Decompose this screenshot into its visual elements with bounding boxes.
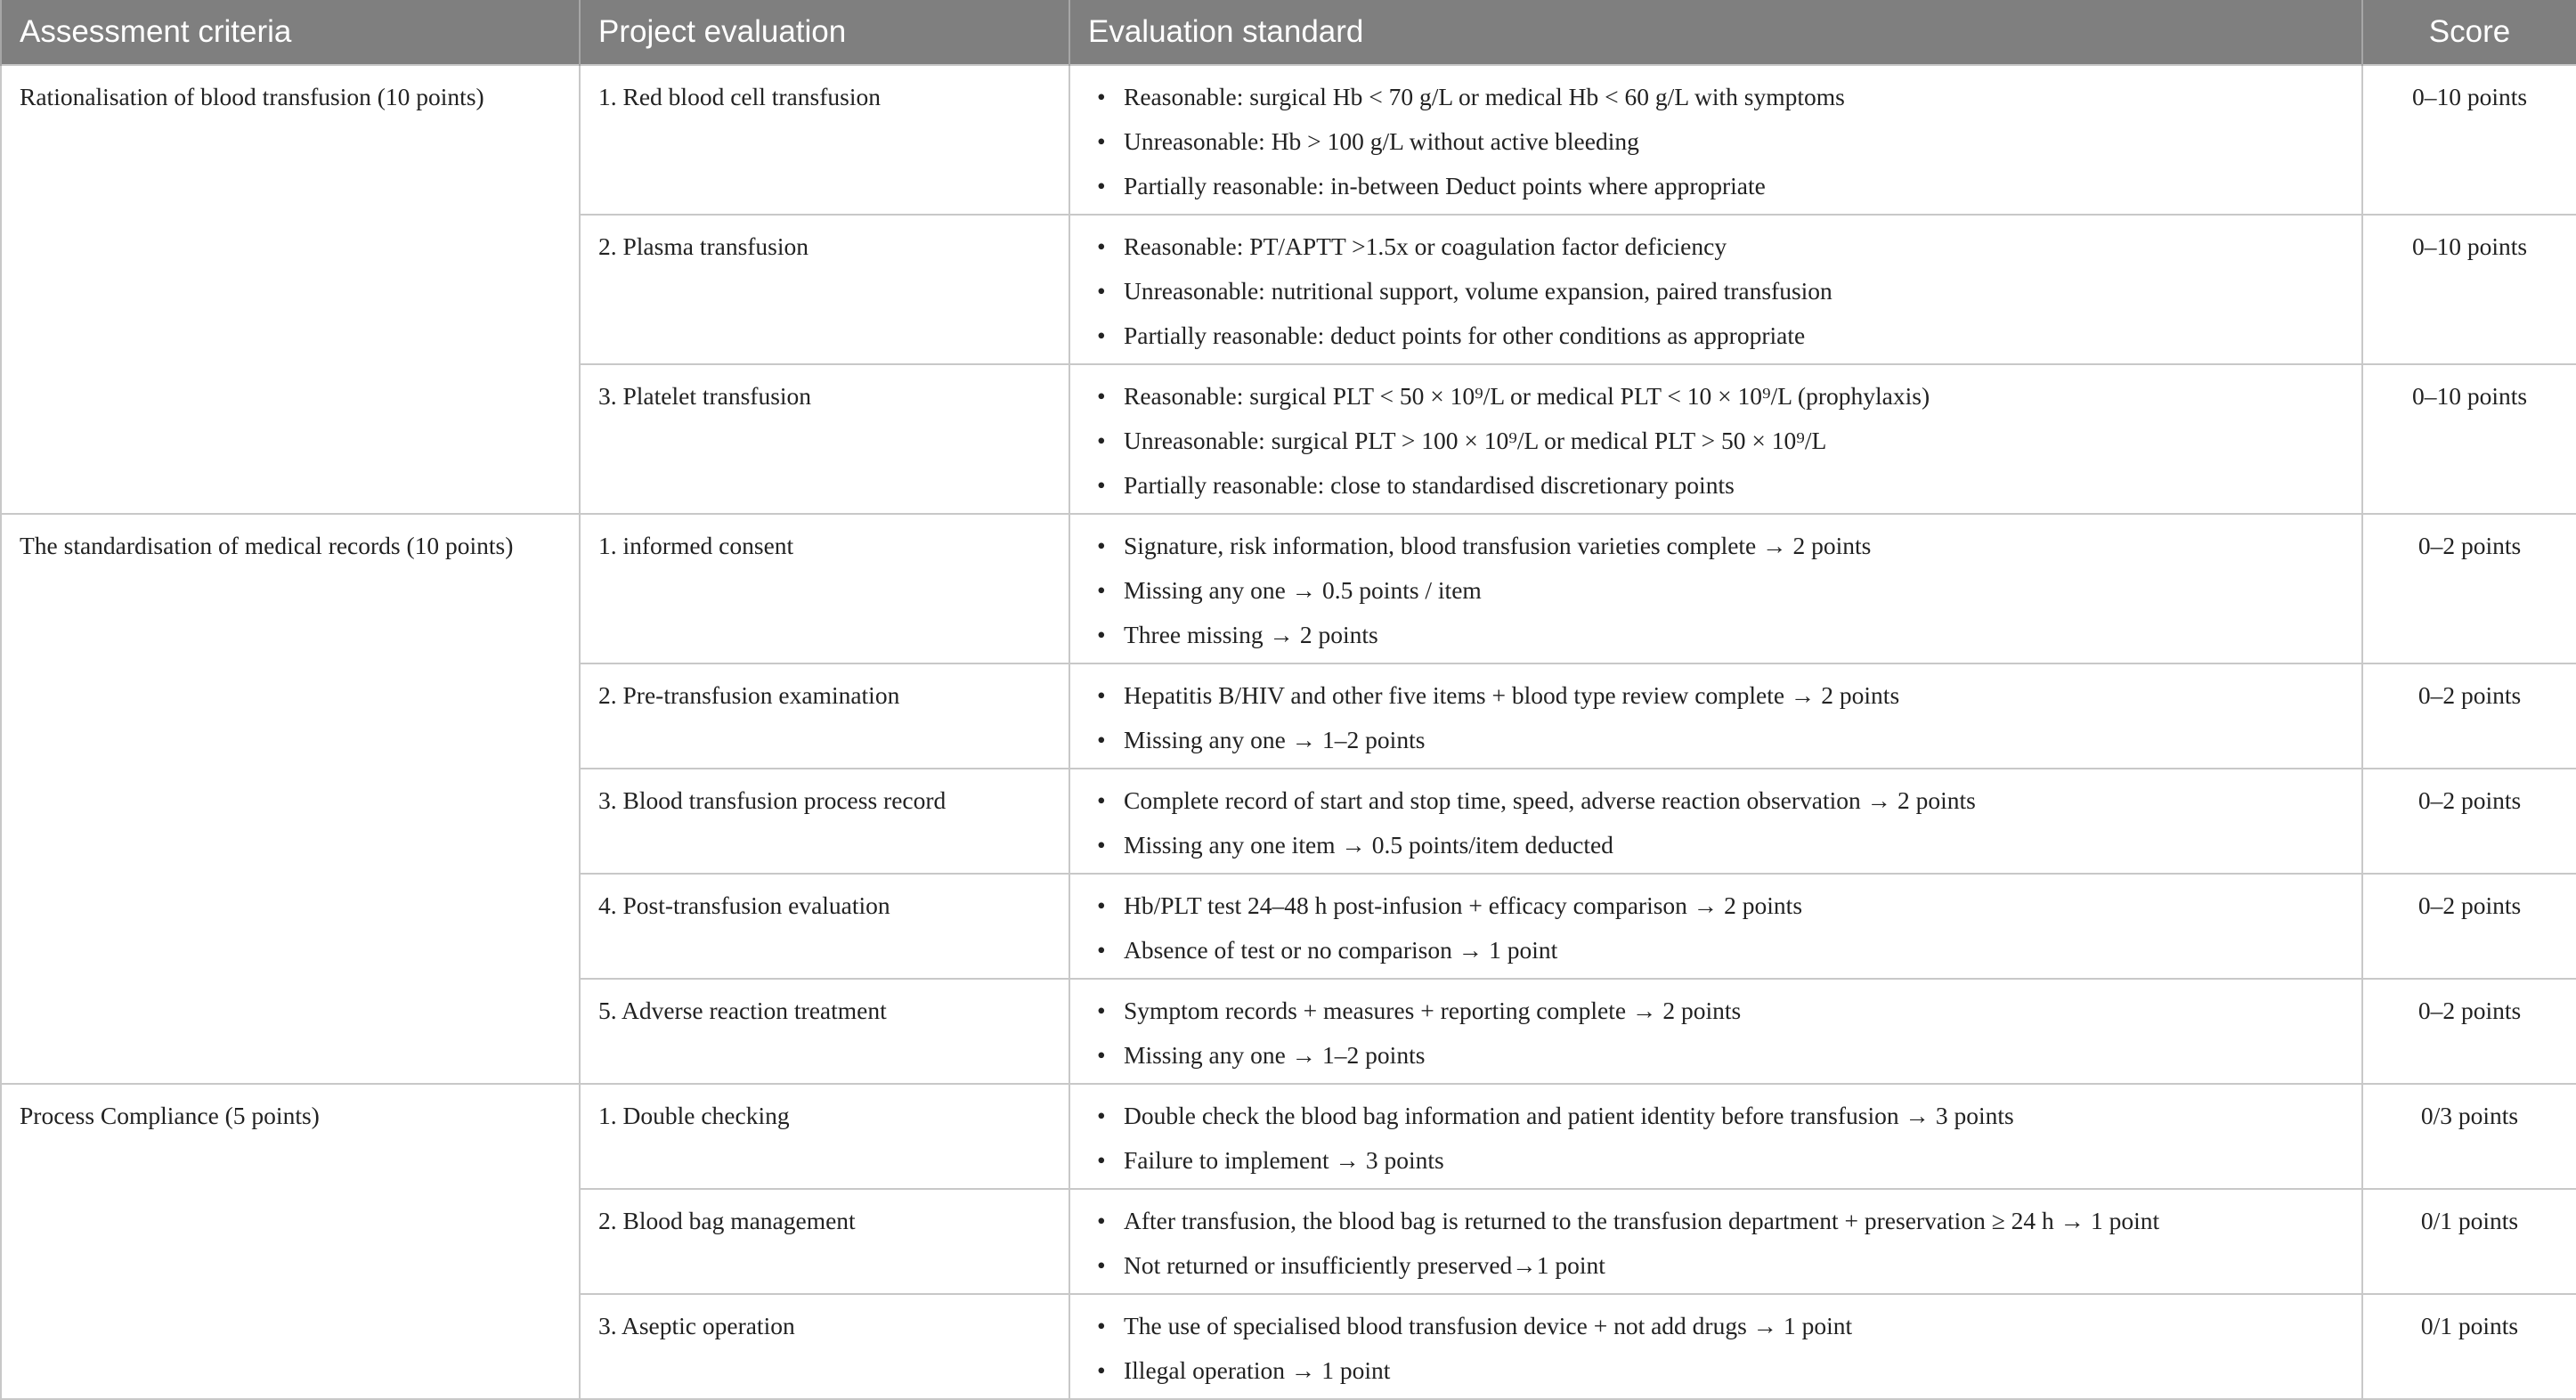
standard-list-item (1097, 224, 2344, 269)
bullet-icon: • (1097, 1041, 1106, 1069)
standard-text: Illegal operation → 1 point (1124, 1356, 1391, 1384)
table-row (1, 514, 2576, 663)
standard-text: Unreasonable: nutritional support, volume expansion, paired transfusion (1124, 277, 1832, 305)
project-cell: 5. Adverse reaction treatment (580, 979, 1069, 1084)
project-cell: 2. Blood bag management (580, 1189, 1069, 1294)
header-row (1, 0, 2576, 65)
header-score: Score (2362, 0, 2576, 65)
standard-list-item (1097, 1199, 2344, 1243)
bullet-icon: • (1097, 891, 1106, 919)
standard-text: Reasonable: surgical Hb < 70 g/L or medical Hb < 60 g/L with symptoms (1124, 83, 1845, 110)
standard-text: Double check the blood bag information and patient identity before transfusion → 3 points (1124, 1102, 2014, 1129)
standard-list-item (1097, 928, 2344, 973)
standard-text: Symptom records + measures + reporting complete → 2 points (1124, 997, 1742, 1024)
standard-list-item (1097, 1243, 2344, 1288)
standard-list-item (1097, 119, 2344, 164)
standard-text: Complete record of start and stop time, speed, adverse reaction observation → 2 points (1124, 786, 1976, 814)
score-cell: 0/3 points (2362, 1084, 2576, 1189)
standard-list-item (1097, 1094, 2344, 1138)
standard-list (1088, 374, 2344, 508)
header-project-evaluation: Project evaluation (580, 0, 1069, 65)
criteria-cell: Process Compliance (5 points) (1, 1084, 580, 1399)
standard-cell (1069, 1294, 2362, 1399)
standard-list-item (1097, 1138, 2344, 1183)
score-cell: 0/1 points (2362, 1294, 2576, 1399)
project-cell: 2. Pre-transfusion examination (580, 663, 1069, 769)
bullet-icon: • (1097, 621, 1106, 648)
standard-list-item (1097, 823, 2344, 867)
standard-text: Not returned or insufficiently preserved→1 point (1124, 1251, 1605, 1279)
score-cell: 0–10 points (2362, 215, 2576, 364)
bullet-icon: • (1097, 726, 1106, 753)
standard-list-item (1097, 463, 2344, 508)
standard-cell (1069, 874, 2362, 979)
standard-list-item (1097, 613, 2344, 657)
bullet-icon: • (1097, 997, 1106, 1024)
standard-list-item (1097, 989, 2344, 1033)
project-cell: 3. Aseptic operation (580, 1294, 1069, 1399)
bullet-icon: • (1097, 127, 1106, 155)
header-evaluation-standard: Evaluation standard (1069, 0, 2362, 65)
bullet-icon: • (1097, 1207, 1106, 1234)
standard-list-item (1097, 164, 2344, 208)
project-cell: 1. Double checking (580, 1084, 1069, 1189)
score-cell: 0/1 points (2362, 1189, 2576, 1294)
score-cell: 0–2 points (2362, 663, 2576, 769)
standard-list-item (1097, 718, 2344, 762)
criteria-cell: Rationalisation of blood transfusion (10 points) (1, 65, 580, 514)
standard-text: Signature, risk information, blood transfusion varieties complete → 2 points (1124, 532, 1872, 559)
table-row (1, 1084, 2576, 1189)
standard-text: Missing any one item → 0.5 points/item deducted (1124, 831, 1613, 859)
bullet-icon: • (1097, 277, 1106, 305)
standard-cell (1069, 215, 2362, 364)
standard-list-item (1097, 269, 2344, 313)
standard-cell (1069, 1189, 2362, 1294)
project-cell: 2. Plasma transfusion (580, 215, 1069, 364)
project-cell: 4. Post-transfusion evaluation (580, 874, 1069, 979)
table-body (1, 65, 2576, 1399)
score-cell: 0–2 points (2362, 979, 2576, 1084)
standard-list-item (1097, 1033, 2344, 1078)
standard-cell (1069, 979, 2362, 1084)
standard-text: Unreasonable: Hb > 100 g/L without active bleeding (1124, 127, 1639, 155)
bullet-icon: • (1097, 576, 1106, 604)
bullet-icon: • (1097, 471, 1106, 499)
bullet-icon: • (1097, 786, 1106, 814)
project-cell: 1. informed consent (580, 514, 1069, 663)
bullet-icon: • (1097, 1356, 1106, 1384)
standard-list-item (1097, 374, 2344, 419)
standard-text: Hb/PLT test 24–48 h post-infusion + efficacy comparison → 2 points (1124, 891, 1803, 919)
score-cell: 0–2 points (2362, 769, 2576, 874)
standard-cell (1069, 1084, 2362, 1189)
project-cell: 1. Red blood cell transfusion (580, 65, 1069, 215)
bullet-icon: • (1097, 532, 1106, 559)
bullet-icon: • (1097, 83, 1106, 110)
standard-list (1088, 673, 2344, 762)
standard-list-item (1097, 673, 2344, 718)
standard-text: After transfusion, the blood bag is returned to the transfusion department + preservation ≥ 24 h → 1 point (1124, 1207, 2160, 1234)
standard-text: Partially reasonable: deduct points for other conditions as appropriate (1124, 322, 1806, 349)
standard-list (1088, 1094, 2344, 1183)
standard-list (1088, 989, 2344, 1078)
standard-cell (1069, 514, 2362, 663)
standard-text: Three missing → 2 points (1124, 621, 1378, 648)
standard-text: Missing any one → 1–2 points (1124, 1041, 1426, 1069)
standard-text: Absence of test or no comparison → 1 point (1124, 936, 1558, 964)
score-cell: 0–2 points (2362, 514, 2576, 663)
standard-cell (1069, 364, 2362, 514)
standard-list (1088, 883, 2344, 973)
table-header (1, 0, 2576, 65)
standard-cell (1069, 65, 2362, 215)
standard-list-item (1097, 778, 2344, 823)
score-cell: 0–2 points (2362, 874, 2576, 979)
standard-list-item (1097, 313, 2344, 358)
standard-text: Reasonable: PT/APTT >1.5x or coagulation factor deficiency (1124, 232, 1727, 260)
bullet-icon: • (1097, 1146, 1106, 1174)
standard-text: Missing any one → 0.5 points / item (1124, 576, 1482, 604)
standard-text: Hepatitis B/HIV and other five items + blood type review complete → 2 points (1124, 681, 1900, 709)
bullet-icon: • (1097, 232, 1106, 260)
table-row (1, 65, 2576, 215)
project-cell: 3. Blood transfusion process record (580, 769, 1069, 874)
standard-list-item (1097, 1304, 2344, 1348)
standard-list (1088, 778, 2344, 867)
standard-text: The use of specialised blood transfusion device + not add drugs → 1 point (1124, 1312, 1853, 1339)
standard-list (1088, 524, 2344, 657)
bullet-icon: • (1097, 1312, 1106, 1339)
standard-list (1088, 75, 2344, 208)
bullet-icon: • (1097, 1102, 1106, 1129)
score-cell: 0–10 points (2362, 364, 2576, 514)
bullet-icon: • (1097, 172, 1106, 199)
standard-list (1088, 1304, 2344, 1393)
bullet-icon: • (1097, 382, 1106, 410)
standard-list (1088, 1199, 2344, 1288)
standard-text: Unreasonable: surgical PLT > 100 × 10⁹/L or medical PLT > 50 × 10⁹/L (1124, 427, 1827, 454)
project-cell: 3. Platelet transfusion (580, 364, 1069, 514)
standard-list-item (1097, 883, 2344, 928)
standard-list-item (1097, 524, 2344, 568)
standard-text: Failure to implement → 3 points (1124, 1146, 1444, 1174)
standard-text: Reasonable: surgical PLT < 50 × 10⁹/L or medical PLT < 10 × 10⁹/L (prophylaxis) (1124, 382, 1930, 410)
standard-text: Missing any one → 1–2 points (1124, 726, 1426, 753)
standard-text: Partially reasonable: close to standardised discretionary points (1124, 471, 1735, 499)
standard-list-item (1097, 75, 2344, 119)
bullet-icon: • (1097, 936, 1106, 964)
score-cell: 0–10 points (2362, 65, 2576, 215)
standard-list (1088, 224, 2344, 358)
standard-text: Partially reasonable: in-between Deduct points where appropriate (1124, 172, 1766, 199)
standard-list-item (1097, 568, 2344, 613)
standard-cell (1069, 769, 2362, 874)
bullet-icon: • (1097, 1251, 1106, 1279)
bullet-icon: • (1097, 427, 1106, 454)
header-assessment-criteria: Assessment criteria (1, 0, 580, 65)
standard-list-item (1097, 419, 2344, 463)
bullet-icon: • (1097, 681, 1106, 709)
bullet-icon: • (1097, 322, 1106, 349)
criteria-cell: The standardisation of medical records (10 points) (1, 514, 580, 1084)
bullet-icon: • (1097, 831, 1106, 859)
standard-cell (1069, 663, 2362, 769)
